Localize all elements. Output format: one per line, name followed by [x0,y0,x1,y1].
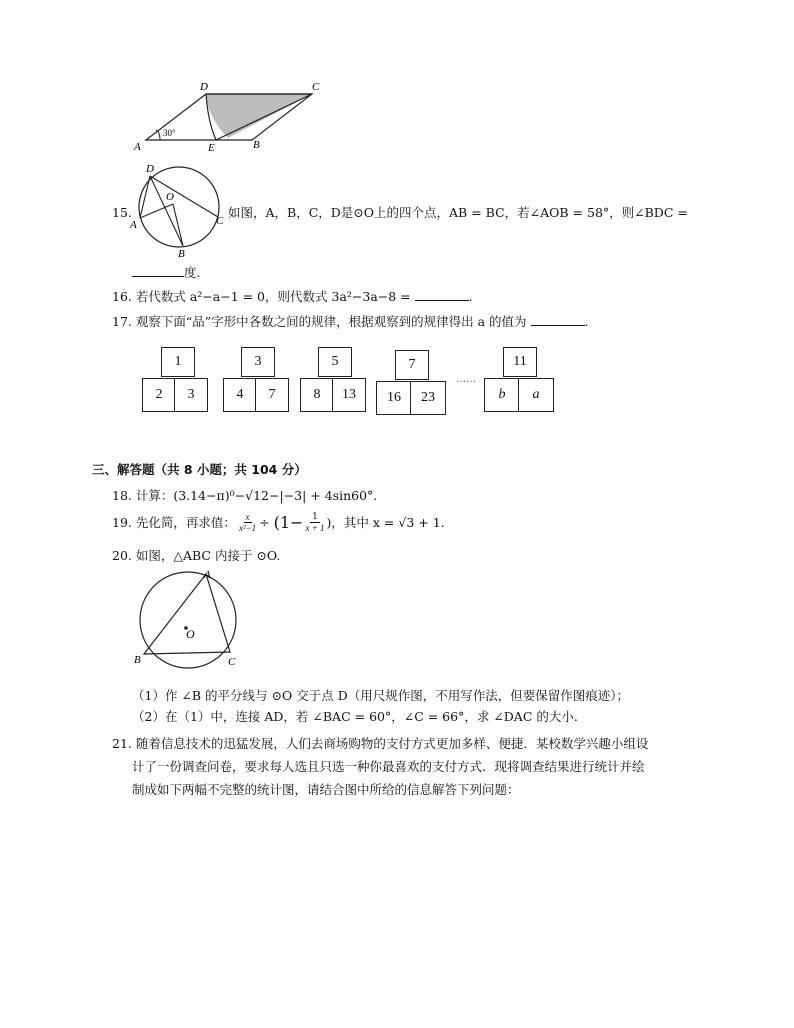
angle-label: 30° [163,128,176,138]
segment-da [140,176,150,218]
q16-text: 16. 若代数式 a²−a−1 = 0，则代数式 3a²−3a−8 = [112,289,411,304]
pin-left: 8 [300,378,334,412]
triangle-abc [144,574,230,654]
label-o: O [186,627,195,641]
q16-end: . [468,289,473,304]
pin-top: 1 [161,347,195,377]
pin-top: 3 [241,347,275,377]
label-e: E [208,142,215,152]
label-a: A [130,219,137,231]
label-a: A [134,141,141,152]
q19-post: )，其中 x = √3 + 1. [326,514,445,530]
frac2-num: 1 [312,512,318,522]
q17 [112,313,589,330]
figure-rhombus-sector [130,78,330,152]
q19 [112,512,445,533]
q20-sub2: （2）在（1）中，连接 AD，若 ∠BAC = 60°，∠C = 66°，求 ∠DAC 的大小. [132,709,578,724]
q19-mid: ÷ [259,514,270,530]
q21-line2: 计了一份调查问卷，要求每人选且只选一种你最喜欢的支付方式．现将调查结果进行统计并绘 [132,759,645,774]
frac1-den: x²−1 [238,523,257,533]
label-c: C [216,215,224,227]
q16 [112,288,473,305]
q17-blank [531,313,585,326]
label-c: C [228,656,236,668]
label-b: B [134,654,141,666]
q15-number: 15. [112,205,132,220]
frac1-num: x [245,512,250,522]
q17-end: . [584,314,589,329]
frac2-den: x + 1 [305,523,325,533]
pin-right: 23 [410,381,446,415]
pin-right: 3 [174,378,208,412]
section-heading: 三、解答题（共 8 小题；共 104 分） [92,462,307,477]
q15-text: 如图，A，B，C，D是⊙O上的四个点，AB = BC，若∠AOB = 58°，则∠BDC = [228,205,688,220]
segment-oa [140,204,173,218]
label-d: D [146,163,154,175]
q20-sub1: （1）作 ∠B 的平分线与 ⊙O 交于点 D（用尺规作图，不用写作法，但要保留作图痕迹）； [132,688,629,703]
q17-text: 17. 观察下面“品”字形中各数之间的规律，根据观察到的规律得出 a 的值为 [112,314,527,329]
label-o: O [166,191,174,203]
label-a: A [204,569,211,581]
pin-left: b [484,378,520,412]
pin-top: 7 [395,350,429,380]
label-b: B [253,139,260,151]
label-d: D [200,81,208,93]
pin-right: a [518,378,554,412]
q16-blank [415,288,469,301]
label-b: B [178,248,185,258]
q18: 18. 计算：(3.14−π)⁰−√12−|−3| + 4sin60°. [112,488,378,503]
pin-left: 2 [142,378,176,412]
figure-circle-q15 [128,160,228,258]
q20-text: 20. 如图，△ABC 内接于 ⊙O. [112,548,281,563]
q21-line3: 制成如下两幅不完整的统计图，请结合图中所给的信息解答下列问题： [132,782,520,797]
q19-paren: (1− [273,512,304,532]
ellipsis: …… [456,374,476,385]
q19-frac2 [305,512,324,533]
q15-tail: 度. [184,265,201,280]
figure-triangle-in-circle [128,566,248,670]
q15-answer-line [132,264,200,281]
pin-right: 7 [255,378,289,412]
shaded-region [206,94,312,138]
q21-line1: 21. 随着信息技术的迅猛发展，人们去商场购物的支付方式更加多样、便捷．某校数学兴趣小组设 [112,736,649,751]
pin-top: 11 [503,347,537,377]
q19-frac1 [239,512,256,533]
q15-blank [132,264,184,277]
pin-left: 16 [376,381,412,415]
q19-pre: 19. 先化简，再求值： [112,514,236,530]
pin-left: 4 [223,378,257,412]
label-c: C [312,81,320,93]
pin-top: 5 [318,347,352,377]
segment-ob [173,204,183,246]
pin-right: 13 [332,378,366,412]
